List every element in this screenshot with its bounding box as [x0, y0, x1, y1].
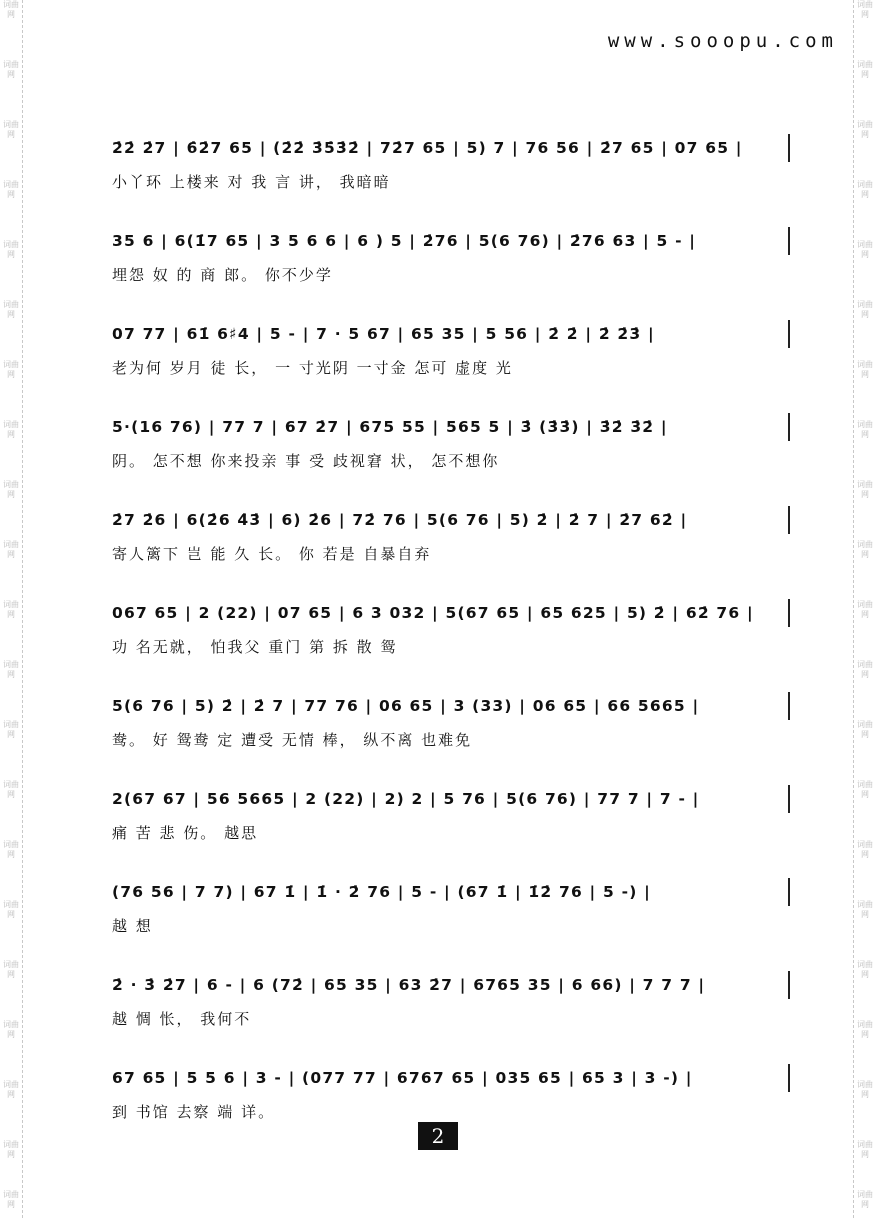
- score-system: [112, 314, 788, 407]
- edge-watermark: 词曲网: [857, 720, 873, 739]
- edge-watermark: 词曲网: [857, 480, 873, 499]
- notation-line: (76 56 | 7 7) | 67 1̇ | 1̇ · 2̇ 76 | 5 - | (67 1̇ | 1̇2̇ 76 | 5 -) |: [112, 878, 790, 906]
- lyrics-line: 越 惆 怅， 我何不: [112, 1010, 252, 1028]
- edge-watermark: 词曲网: [857, 360, 873, 379]
- edge-watermark: 词曲网: [857, 1190, 873, 1209]
- lyrics-line: 阴。 怎不想 你来投亲 事 受 歧视窘 状， 怎不想你: [112, 452, 500, 470]
- lyrics-line: 痛 苦 悲 伤。 越思: [112, 824, 259, 842]
- edge-watermark: 词曲网: [3, 0, 19, 19]
- notation-line: 07 77 | 61̇ 6♯4 | 5 - | 7 · 5 67 | 65 35 | 5 56 | 2̇ 2̇ | 2̇ 2̇3̇ |: [112, 320, 790, 348]
- edge-watermark: 词曲网: [3, 420, 19, 439]
- lyrics-line: 到 书馆 去察 端 详。: [112, 1103, 276, 1121]
- edge-watermark: 词曲网: [3, 900, 19, 919]
- edge-watermark: 词曲网: [857, 300, 873, 319]
- edge-watermark: 词曲网: [3, 480, 19, 499]
- edge-watermark: 词曲网: [857, 900, 873, 919]
- score-system: [112, 593, 788, 686]
- edge-watermark: 词曲网: [3, 60, 19, 79]
- edge-watermark: 词曲网: [857, 540, 873, 559]
- lyrics-line: 老为何 岁月 徒 长， 一 寸光阴 一寸金 怎可 虚度 光: [112, 359, 513, 377]
- page-number: 2: [418, 1122, 458, 1150]
- lyrics-line: 鸯。 好 鸳鸯 定 遭受 无情 棒， 纵不离 也难免: [112, 731, 473, 749]
- score-system: [112, 779, 788, 872]
- lyrics-line: 埋怨 奴 的 商 郎。 你不少学: [112, 266, 333, 284]
- notation-line: 5·(16 76) | 77 7 | 67 2̇7 | 675 55 | 565 5 | 3̇ (3̇3̇) | 3̇2̇ 3̇2̇ |: [112, 413, 790, 441]
- score-system: [112, 221, 788, 314]
- notation-line: 35 6 | 6(1̇7 65 | 3 5 6 6 | 6 ) 5 | 2̇76 | 5(6 76) | 2̇76 63 | 5 - |: [112, 227, 790, 255]
- lyrics-line: 寄人篱下 岂 能 久 长。 你 若是 自暴自弃: [112, 545, 432, 563]
- edge-watermark: 词曲网: [3, 780, 19, 799]
- edge-watermark: 词曲网: [3, 660, 19, 679]
- edge-watermark: 词曲网: [3, 300, 19, 319]
- score-system: [112, 128, 788, 221]
- edge-watermark: 词曲网: [857, 120, 873, 139]
- notation-line: 5(6 76 | 5) 2̇ | 2̇ 7 | 77 76 | 06 65 | 3 (33) | 06 65 | 66 5665 |: [112, 692, 790, 720]
- edge-watermark: 词曲网: [3, 1190, 19, 1209]
- edge-watermark: 词曲网: [3, 540, 19, 559]
- edge-watermark: 词曲网: [857, 1020, 873, 1039]
- edge-watermark: 词曲网: [3, 120, 19, 139]
- edge-watermark: 词曲网: [3, 1080, 19, 1099]
- edge-watermark: 词曲网: [857, 660, 873, 679]
- edge-watermark: 词曲网: [857, 600, 873, 619]
- edge-watermark: 词曲网: [3, 720, 19, 739]
- edge-watermark: 词曲网: [3, 1020, 19, 1039]
- score-system: [112, 872, 788, 965]
- edge-watermark: 词曲网: [857, 960, 873, 979]
- score-system: [112, 407, 788, 500]
- edge-watermark: 词曲网: [857, 1140, 873, 1159]
- score-system: [112, 686, 788, 779]
- notation-line: 2̇7 2̇6 | 6(2̇6 4̇3̇ | 6) 2̇6 | 72̇ 76 | 5(6 76 | 5) 2̇ | 2̇ 7 | 2̇7 62̇ |: [112, 506, 790, 534]
- score-system: [112, 965, 788, 1058]
- edge-watermark: 词曲网: [3, 960, 19, 979]
- edge-watermark: 词曲网: [857, 780, 873, 799]
- notation-line: 067 65 | 2 (22) | 07 65 | 6 3 032 | 5(67 65 | 65 625 | 5) 2̇ | 62̇ 76 |: [112, 599, 790, 627]
- jianpu-score: [112, 128, 788, 1151]
- edge-watermark: 词曲网: [857, 180, 873, 199]
- notation-line: 67 65 | 5 5 6 | 3 - | (077 77 | 6767 65 | 035 65 | 65 3 | 3 -) |: [112, 1064, 790, 1092]
- edge-watermark: 词曲网: [3, 600, 19, 619]
- left-watermark-strip: [0, 0, 23, 1218]
- edge-watermark: 词曲网: [3, 1140, 19, 1159]
- notation-line: 2(67 67 | 56 5665 | 2 (22) | 2) 2 | 5 76 | 5(6 76) | 77 7 | 7 - |: [112, 785, 790, 813]
- lyrics-line: 小丫环 上楼来 对 我 言 讲， 我暗暗: [112, 173, 391, 191]
- edge-watermark: 词曲网: [3, 360, 19, 379]
- score-system: [112, 500, 788, 593]
- edge-watermark: 词曲网: [857, 840, 873, 859]
- notation-line: 2̇ · 3̇ 2̇7 | 6 - | 6 (72̇ | 65 35 | 63 2̇7 | 6765 35 | 6 66) | 7 7 7 |: [112, 971, 790, 999]
- lyrics-line: 功 名无就， 怕我父 重门 第 拆 散 鸳: [112, 638, 398, 656]
- edge-watermark: 词曲网: [857, 420, 873, 439]
- site-url: www.sooopu.com: [607, 30, 838, 52]
- edge-watermark: 词曲网: [857, 0, 873, 19]
- edge-watermark: 词曲网: [857, 240, 873, 259]
- edge-watermark: 词曲网: [3, 840, 19, 859]
- edge-watermark: 词曲网: [3, 240, 19, 259]
- edge-watermark: 词曲网: [3, 180, 19, 199]
- lyrics-line: 越 想: [112, 917, 153, 935]
- edge-watermark: 词曲网: [857, 60, 873, 79]
- notation-line: 2̇2̇ 2̇7 | 6̇2̇7 65 | (2̇2̇ 3̇5̇3̇2̇ | 72̇7 65 | 5) 7 | 76 56 | 2̇7 65 | 07 65 |: [112, 134, 790, 162]
- right-watermark-strip: [853, 0, 876, 1218]
- edge-watermark: 词曲网: [857, 1080, 873, 1099]
